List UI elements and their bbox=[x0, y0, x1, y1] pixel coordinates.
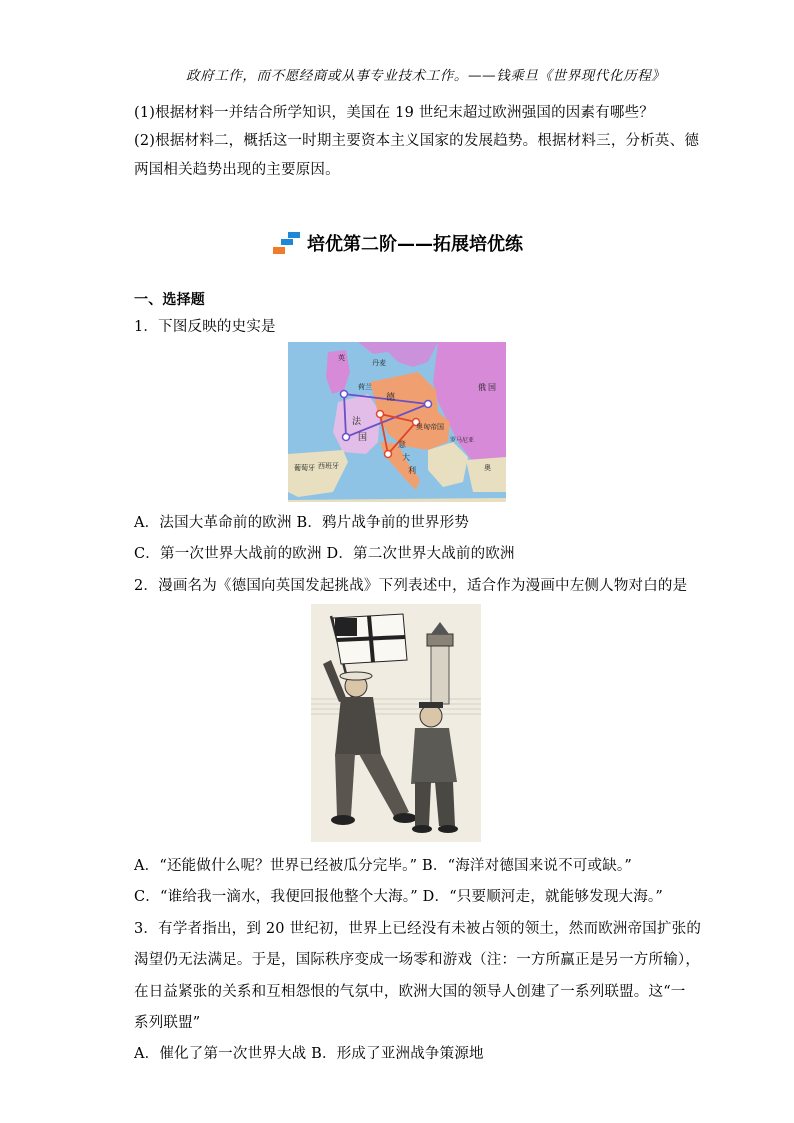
map-graphic bbox=[288, 342, 506, 502]
europe-alliance-map bbox=[288, 342, 506, 502]
map-label-austria: 奥匈帝国 bbox=[416, 423, 444, 431]
map-label-uk: 英 bbox=[338, 354, 345, 362]
quote-text: 政府工作，而不愿经商或从事专业技术工作。——钱乘旦《世界现代化历程》 bbox=[186, 68, 666, 84]
map-label-france: 法 bbox=[352, 417, 362, 427]
map-label-spain: 西班牙 bbox=[318, 462, 339, 470]
map-label-germany: 德 bbox=[386, 393, 396, 403]
q3-options-line1: A．催化了第一次世界大战 B．形成了亚洲战争策源地 bbox=[134, 1046, 484, 1062]
map-label-russia: 俄 bbox=[478, 383, 486, 392]
map-label-denmark: 丹麦 bbox=[372, 359, 386, 367]
map-label-romania: 罗马尼亚 bbox=[450, 437, 475, 444]
q1-options-line2: C．第一次世界大战前的欧洲 D．第二次世界大战前的欧洲 bbox=[134, 546, 515, 562]
map-label-italy2: 大 bbox=[402, 453, 410, 462]
q2-stem: 2．漫画名为《德国向英国发起挑战》下列表述中，适合作为漫画中左侧人物对白的是 bbox=[134, 578, 688, 594]
q1-options-line1: A．法国大革命前的欧洲 B．鸦片战争前的世界形势 bbox=[134, 515, 470, 531]
map-label-country: 国 bbox=[488, 383, 496, 392]
cartoon-germany-challenges-britain bbox=[311, 604, 481, 842]
map-label-netherlands: 荷兰 bbox=[358, 383, 372, 391]
question-part-1: (1)根据材料一并结合所学知识，美国在 19 世纪末超过欧洲强国的因素有哪些？ bbox=[134, 105, 655, 121]
map-label-portugal: 葡萄牙 bbox=[294, 464, 315, 472]
q2-options-line2: C．“谁给我一滴水，我便回报他整个大海。” D．“只要顺河走，就能够发现大海。” bbox=[134, 889, 663, 905]
q3-stem-line1: 3．有学者指出，到 20 世纪初，世界上已经没有未被占领的领土，然而欧洲帝国扩张的 bbox=[134, 921, 702, 937]
question-part-2-line2: 两国相关趋势出现的主要原因。 bbox=[134, 162, 340, 178]
map-label-italy3: 利 bbox=[408, 466, 416, 475]
q1-stem: 1．下图反映的史实是 bbox=[134, 319, 276, 335]
section-title bbox=[273, 228, 523, 258]
section-title-text: 培优第二阶——拓展培优练 bbox=[307, 234, 523, 255]
cartoon-graphic bbox=[311, 604, 481, 842]
q3-stem-line2: 渴望仍无法满足。于是，国际秩序变成一场零和游戏（注：一方所赢正是另一方所输）， bbox=[134, 952, 701, 968]
q3-stem-line3: 在日益紧张的关系和互相怨恨的气氛中，欧洲大国的领导人创建了一系列联盟。这“一 bbox=[134, 984, 686, 1000]
map-label-france2: 国 bbox=[358, 433, 368, 443]
section-subheading: 一、选择题 bbox=[134, 292, 205, 308]
stairs-icon bbox=[273, 230, 301, 256]
q3-stem-line4: 系列联盟” bbox=[134, 1015, 201, 1031]
question-part-2-line1: (2)根据材料二，概括这一时期主要资本主义国家的发展趋势。根据材料三，分析英、德 bbox=[134, 133, 700, 149]
map-label-italy1: 意 bbox=[398, 440, 406, 449]
q2-options-line1: A．“还能做什么呢？世界已经被瓜分完毕。” B．“海洋对德国来说不可或缺。” bbox=[134, 858, 632, 874]
map-label-ottoman: 奥 bbox=[484, 464, 491, 472]
